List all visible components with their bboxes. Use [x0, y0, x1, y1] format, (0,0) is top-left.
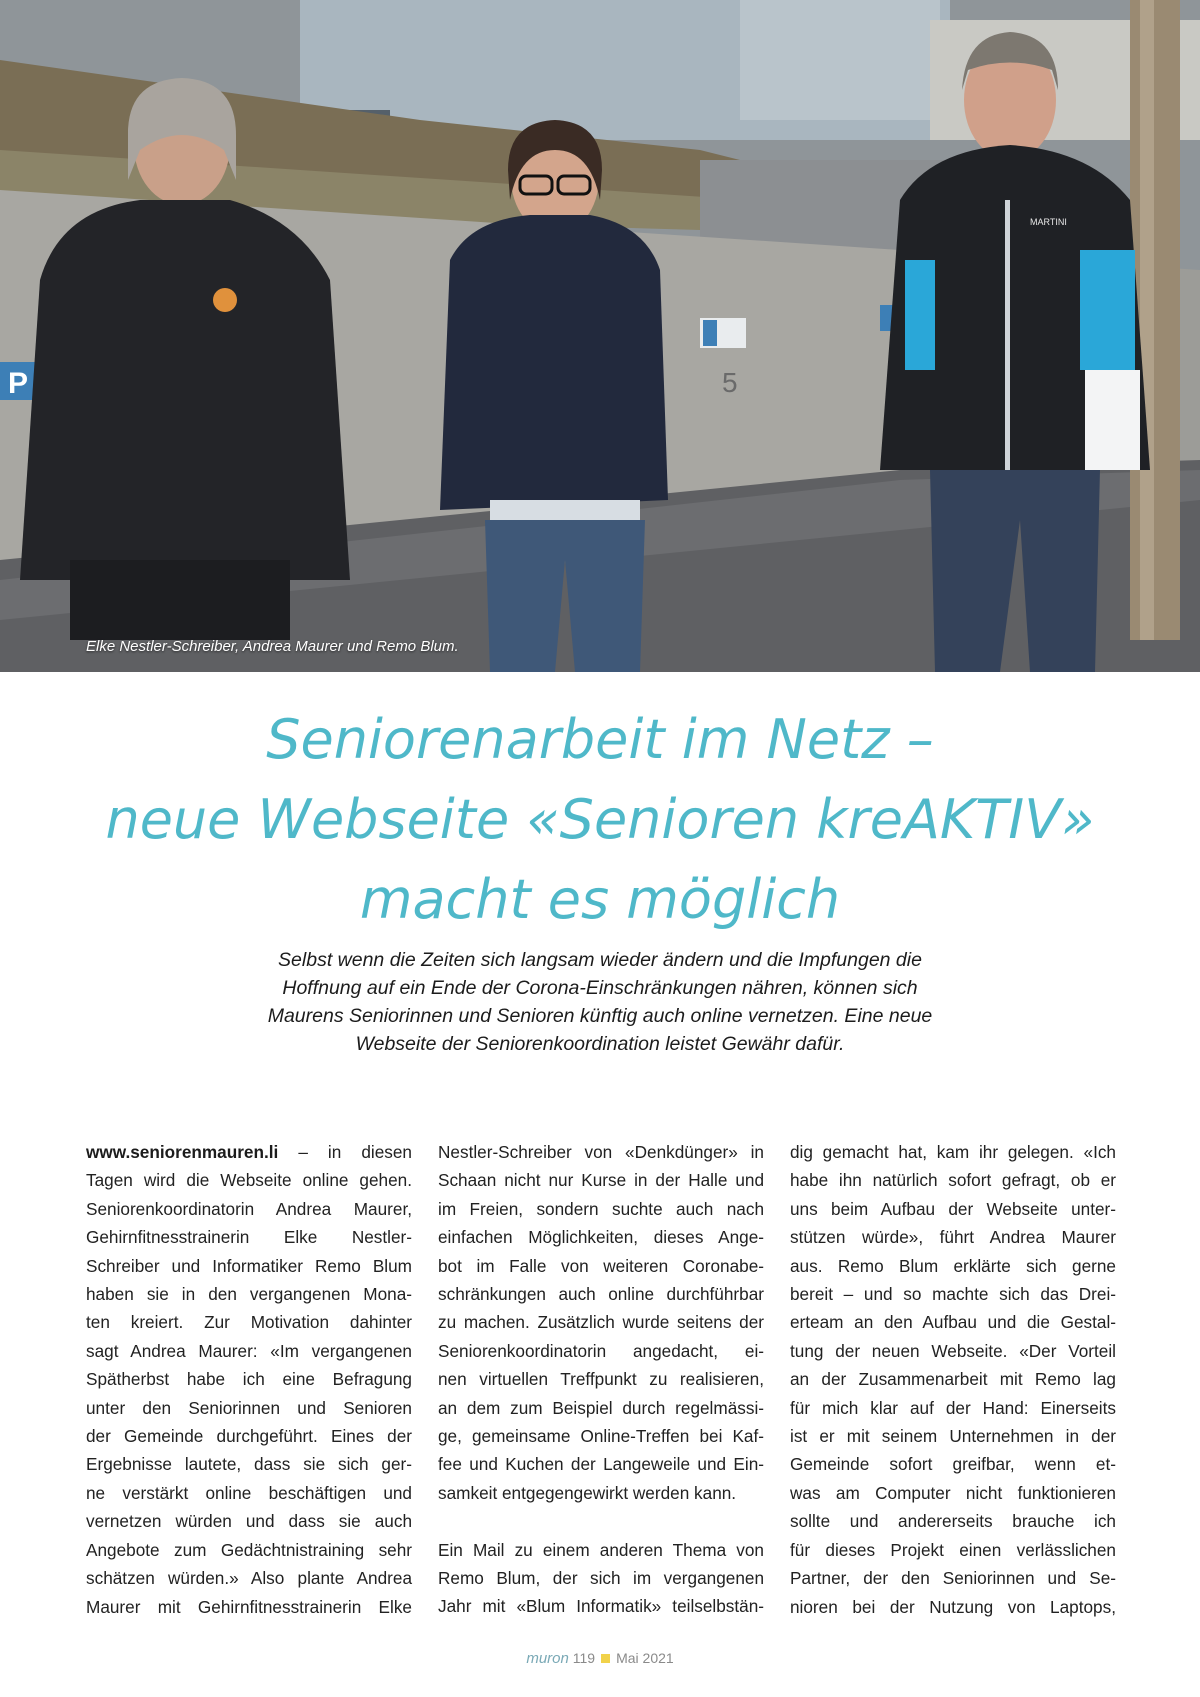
lead-line: Maurens Seniorinnen und Senioren künftig auch online vernetzen. Eine neue: [267, 1005, 933, 1027]
body-line: nioren bei der Nutzung von Laptops,: [790, 1596, 1116, 1617]
body-line: ten kreiert. Zur Motivation dahinter: [86, 1312, 412, 1333]
body-line: Partner, der den Seniorinnen und Se-: [790, 1568, 1116, 1589]
body-line: ge, gemeinsame Online-Treffen bei Kaf-: [438, 1426, 764, 1447]
magazine-brand: muron: [526, 1650, 569, 1667]
headline-line-3: macht es möglich: [359, 868, 841, 931]
body-line: an dem zum Beispiel durch regelmässi-: [438, 1397, 764, 1418]
body-line: tung der neuen Webseite. «Der Vorteil: [790, 1340, 1116, 1361]
issue-number: 119: [572, 1650, 596, 1666]
lead-line: Hoffnung auf ein Ende der Corona-Einschränkungen nähren, können sich: [282, 977, 918, 999]
body-line: bereit – und so machte sich das Drei-: [790, 1284, 1116, 1305]
hero-photo: [0, 0, 1200, 672]
body-line: Gehirnfitnesstrainerin Elke Nestler-: [86, 1227, 412, 1248]
article-headline: [60, 700, 1140, 940]
body-line: Tagen wird die Webseite online gehen.: [86, 1170, 412, 1191]
body-line: fee und Kuchen der Langeweile und Ein-: [438, 1454, 764, 1475]
body-line: Schreiber und Informatiker Remo Blum: [86, 1255, 412, 1276]
body-line: Seniorenkoordinatorin angedacht, ei-: [438, 1340, 764, 1361]
body-line: haben sie in den vergangenen Mona-: [86, 1284, 412, 1305]
page-footer: [0, 1650, 1200, 1667]
body-line: sollte und andererseits brauche ich: [790, 1511, 1116, 1532]
body-line: aus. Remo Blum erklärte sich gerne: [790, 1255, 1116, 1276]
body-line: an der Zusammenarbeit mit Remo lag: [790, 1369, 1116, 1390]
lead-line: Webseite der Seniorenkoordination leistet Gewähr dafür.: [355, 1033, 845, 1055]
body-line: sagt Andrea Maurer: «Im vergangenen: [86, 1340, 412, 1361]
body-line: Angebote zum Gedächtnistraining sehr: [86, 1539, 412, 1560]
issue-date: Mai 2021: [616, 1650, 674, 1666]
body-line: Seniorenkoordinatorin Andrea Maurer,: [86, 1198, 412, 1219]
body-line: schränkungen auch online durchführbar: [438, 1284, 764, 1305]
body-line: was am Computer nicht funktionieren: [790, 1482, 1116, 1503]
website-url[interactable]: www.seniorenmauren.li: [86, 1142, 279, 1162]
photo-caption: Elke Nestler-Schreiber, Andrea Maurer und Remo Blum.: [86, 638, 459, 655]
body-line: zu machen. Zusätzlich wurde seitens der: [438, 1312, 764, 1333]
lead-paragraph: [200, 946, 1000, 1058]
body-line: für mich klar auf der Hand: Einerseits: [790, 1397, 1116, 1418]
paragraph-gap: [438, 1507, 764, 1535]
body-line: Jahr mit «Blum Informatik» teilselbstän-: [438, 1596, 764, 1617]
parking-sign-left: P: [8, 367, 29, 400]
body-line: bot im Falle von weiteren Coronabe-: [438, 1255, 764, 1276]
body-line: Spätherbst habe ich eine Befragung: [86, 1369, 412, 1390]
lead-line: Selbst wenn die Zeiten sich langsam wieder ändern und die Impfungen die: [278, 949, 922, 971]
body-line: Remo Blum, der sich im vergangenen: [438, 1568, 764, 1589]
body-line: Maurer mit Gehirnfitnesstrainerin Elke: [86, 1596, 412, 1617]
body-line: uns beim Aufbau der Webseite unter-: [790, 1198, 1116, 1219]
body-line: Ein Mail zu einem anderen Thema von: [438, 1539, 764, 1560]
body-line: ne verstärkt online beschäftigen und: [86, 1482, 412, 1503]
body-line: Nestler-Schreiber von «Denkdünger» in: [438, 1142, 764, 1162]
body-line: samkeit entgegengewirkt werden kann.: [438, 1482, 737, 1503]
body-line: habe ihn natürlich sofort gefragt, ob er: [790, 1170, 1116, 1191]
body-text: – in diesen: [278, 1142, 412, 1162]
body-line: einfachen Möglichkeiten, dieses Ange-: [438, 1227, 764, 1248]
jacket-brand: MARTINI: [1030, 217, 1067, 227]
body-line: erteam an den Aufbau und die Gestal-: [790, 1312, 1116, 1333]
wall-number: 5: [722, 367, 738, 398]
body-line: im Freien, sondern suchte auch nach: [438, 1198, 764, 1219]
body-line: unter den Seniorinnen und Senioren: [86, 1397, 412, 1418]
headline-line-1: Seniorenarbeit im Netz –: [266, 708, 934, 771]
body-line: [86, 1138, 412, 1166]
body-line: nen virtuellen Treffpunkt zu realisieren,: [438, 1369, 764, 1390]
body-line: stützen würde», führt Andrea Maurer: [790, 1227, 1116, 1248]
body-line: Gemeinde sofort greifbar, wenn et-: [790, 1454, 1116, 1475]
body-line: dig gemacht hat, kam ihr gelegen. «Ich: [790, 1142, 1116, 1162]
headline-line-2: neue Webseite «Senioren kreAKTIV»: [105, 788, 1095, 851]
yellow-square-icon: [601, 1654, 610, 1663]
body-column-3: [790, 1138, 1116, 1621]
body-line: Schaan nicht nur Kurse in der Halle und: [438, 1170, 764, 1191]
body-line: der Gemeinde durchgeführt. Eines der: [86, 1426, 412, 1447]
body-line: Ergebnisse lautete, dass sie sich ger-: [86, 1454, 412, 1475]
body-line: für dieses Projekt einen verlässlichen: [790, 1539, 1116, 1560]
body-column-2: [438, 1138, 764, 1621]
body-line: vernetzen würden und dass sie auch: [86, 1511, 412, 1532]
body-line: schätzen würden.» Also plante Andrea: [86, 1568, 412, 1589]
body-column-1: [86, 1138, 412, 1621]
photo-illustration: [0, 0, 1200, 672]
body-line: ist er mit seinem Unternehmen in der: [790, 1426, 1116, 1447]
